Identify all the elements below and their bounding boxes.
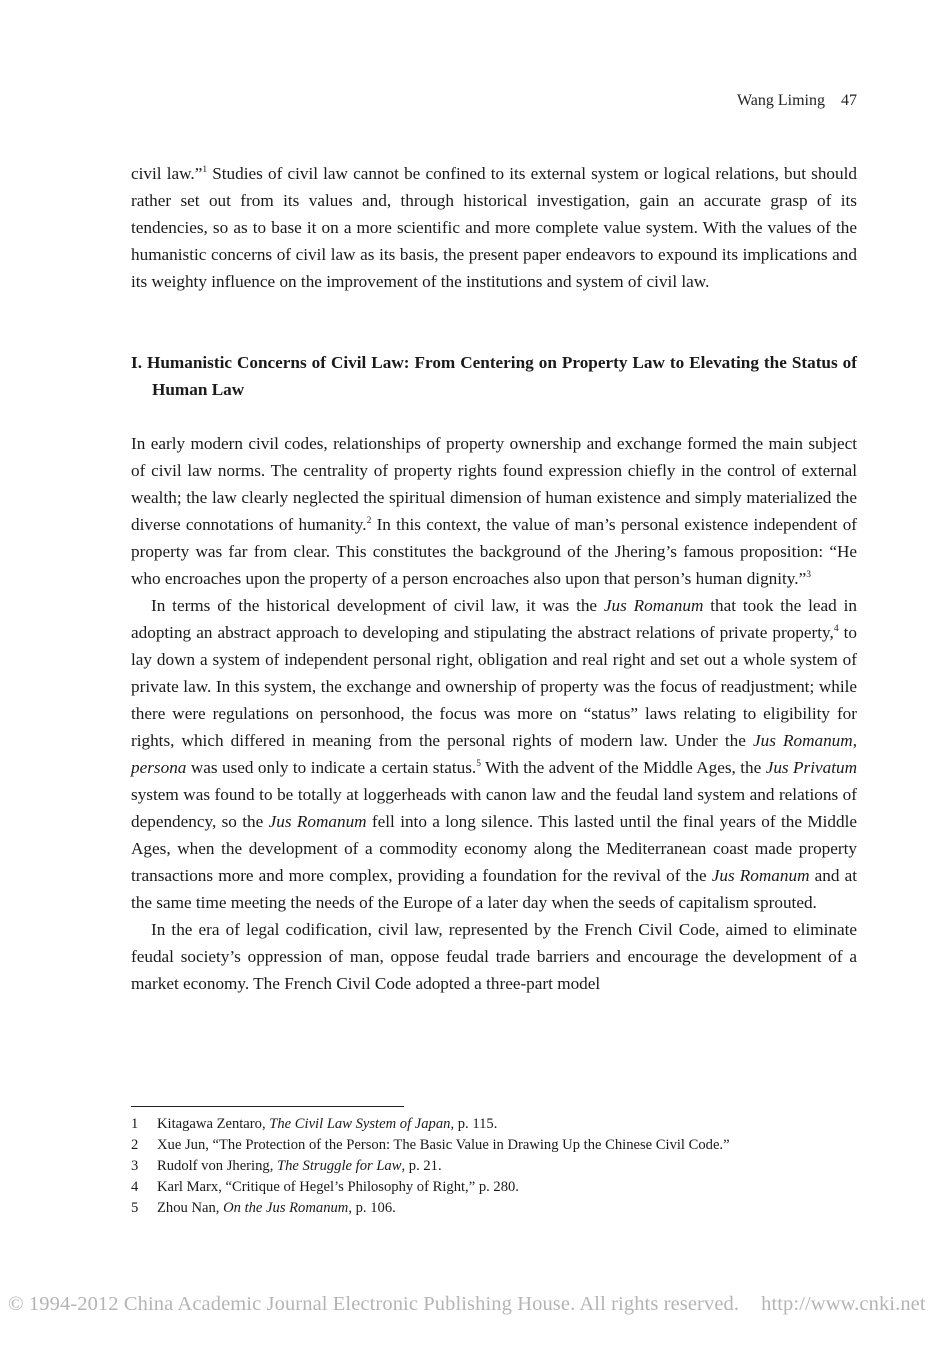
text-run: , p. 115. bbox=[450, 1116, 498, 1132]
cited-title: The Struggle for Law bbox=[277, 1158, 402, 1174]
text-run: Kitagawa Zentaro, bbox=[157, 1116, 270, 1132]
text-run: With the advent of the Middle Ages, the bbox=[480, 758, 766, 777]
text-run: , bbox=[852, 731, 857, 750]
header-author: Wang Liming bbox=[736, 92, 825, 109]
footnote-number: 5 bbox=[131, 1200, 139, 1216]
footnote-1 bbox=[131, 1114, 891, 1135]
text-run: and at the same time meeting the needs of the Europe of a later day when the seeds of capitalism sprouted. bbox=[131, 866, 857, 912]
text-run: that took the lead in adopting an abstract approach to developing and stipulating the abstract relations of private property, bbox=[131, 596, 857, 642]
text-run: system was found to be totally at loggerheads with canon law and the feudal land system and relations of dependency, so the bbox=[131, 785, 857, 831]
footnote-divider bbox=[131, 1106, 404, 1107]
italic-term: Jus Romanum bbox=[603, 596, 704, 615]
footnote-5 bbox=[131, 1198, 891, 1219]
text-run: was used only to indicate a certain status. bbox=[186, 758, 477, 777]
footnote-text bbox=[157, 1198, 396, 1219]
footnote-text bbox=[157, 1156, 442, 1177]
section-body bbox=[131, 430, 857, 997]
text-run: , p. 106. bbox=[348, 1200, 396, 1216]
footnote-number: 3 bbox=[131, 1158, 139, 1174]
footnote-number: 4 bbox=[131, 1179, 139, 1195]
paragraph-early-codes bbox=[131, 430, 857, 592]
footnotes bbox=[131, 1114, 891, 1219]
footnote-ref-5[interactable]: 5 bbox=[476, 759, 481, 769]
section-heading: I. Humanistic Concerns of Civil Law: From Centering on Property Law to Elevating the Status of Human Law bbox=[131, 353, 857, 399]
text-run: In this context, the value of man’s personal existence independent of property was far from clear. This constitutes the background of the Jhering’s famous proposition: “He who encroaches upon the property of a person encroaches also upon that person’s human dignity.” bbox=[131, 515, 858, 588]
footnote-number: 1 bbox=[131, 1116, 139, 1132]
text-run: In terms of the historical development of civil law, it was the bbox=[151, 596, 604, 615]
footnote-3 bbox=[131, 1156, 891, 1177]
footnote-text bbox=[157, 1135, 730, 1156]
footnote-text bbox=[157, 1177, 519, 1198]
footnote-ref-4[interactable]: 4 bbox=[833, 624, 839, 634]
text-run: Xue Jun, “The Protection of the Person: The Basic Value in Drawing Up the Chinese Civil Code.” bbox=[157, 1137, 730, 1153]
intro-text: Studies of civil law cannot be confined to its external system or logical relations, but should rather set out from its values and, through historical investigation, gain an accurate grasp of its tendencies, so as to base it on a more scientific and more complete value system. With the values of the humanistic concerns of civil law as its basis, the present paper endeavors to expound its implications and its weighty influence on the improvement of the institutions and system of civil law. bbox=[131, 164, 857, 291]
text-run: Zhou Nan, bbox=[157, 1200, 224, 1216]
footnote-ref-2[interactable]: 2 bbox=[366, 516, 372, 526]
footnote-number: 2 bbox=[131, 1137, 139, 1153]
cited-title: The Civil Law System of Japan bbox=[269, 1116, 451, 1132]
text-run: Rudolf von Jhering, bbox=[157, 1158, 277, 1174]
source-url[interactable]: http://www.cnki.net bbox=[761, 1293, 926, 1315]
paragraph-historical-development bbox=[131, 592, 857, 916]
intro-paragraph bbox=[131, 160, 857, 295]
copyright-notice: © 1994-2012 China Academic Journal Electronic Publishing House. All rights reserved. bbox=[8, 1293, 740, 1315]
footnote-ref-1[interactable]: 1 bbox=[202, 165, 208, 175]
text-run: fell into a long silence. This lasted until the final years of the Middle Ages, when the development of a commodity economy along the Mediterranean coast made property transactions more and more complex, providing a foundation for the revival of the bbox=[131, 812, 857, 885]
text-run: to lay down a system of independent personal right, obligation and real right and set out a whole system of private law. In this system, the exchange and ownership of property was the focus of readjustment; while there were regulations on personhood, the focus was more on “status” laws relating to eligibility for rights, which differed in meaning from the personal rights of modern law. Under the bbox=[131, 623, 857, 750]
paragraph-codification: In the era of legal codification, civil law, represented by the French Civil Code, aimed to eliminate feudal society’s oppression of man, oppose feudal trade barriers and encourage the development of a market economy. The French Civil Code adopted a three-part model bbox=[131, 920, 857, 993]
page-number: 47 bbox=[841, 92, 857, 109]
italic-term: Jus Romanum bbox=[268, 812, 367, 831]
footnote-2 bbox=[131, 1135, 891, 1156]
running-header bbox=[737, 92, 857, 110]
text-run: , p. 21. bbox=[401, 1158, 442, 1174]
italic-term: persona bbox=[131, 758, 187, 777]
italic-term: Jus Romanum bbox=[752, 731, 853, 750]
cited-title: On the Jus Romanum bbox=[223, 1200, 349, 1216]
copyright-watermark bbox=[8, 1293, 950, 1316]
italic-term: Jus Privatum bbox=[765, 758, 857, 777]
footnote-text bbox=[157, 1114, 497, 1135]
footnote-ref-3[interactable]: 3 bbox=[806, 570, 811, 580]
footnote-4 bbox=[131, 1177, 891, 1198]
text-run: Karl Marx, “Critique of Hegel’s Philosophy of Right,” p. 280. bbox=[157, 1179, 519, 1195]
intro-lead: civil law.” bbox=[131, 164, 203, 183]
italic-term: Jus Romanum bbox=[711, 866, 810, 885]
text-run: In early modern civil codes, relationships of property ownership and exchange formed the main subject of civil law norms. The centrality of property rights found expression chiefly in the control of external wealth; the law clearly neglected the spiritual dimension of human existence and simply materialized the diverse connotations of humanity. bbox=[131, 434, 857, 534]
